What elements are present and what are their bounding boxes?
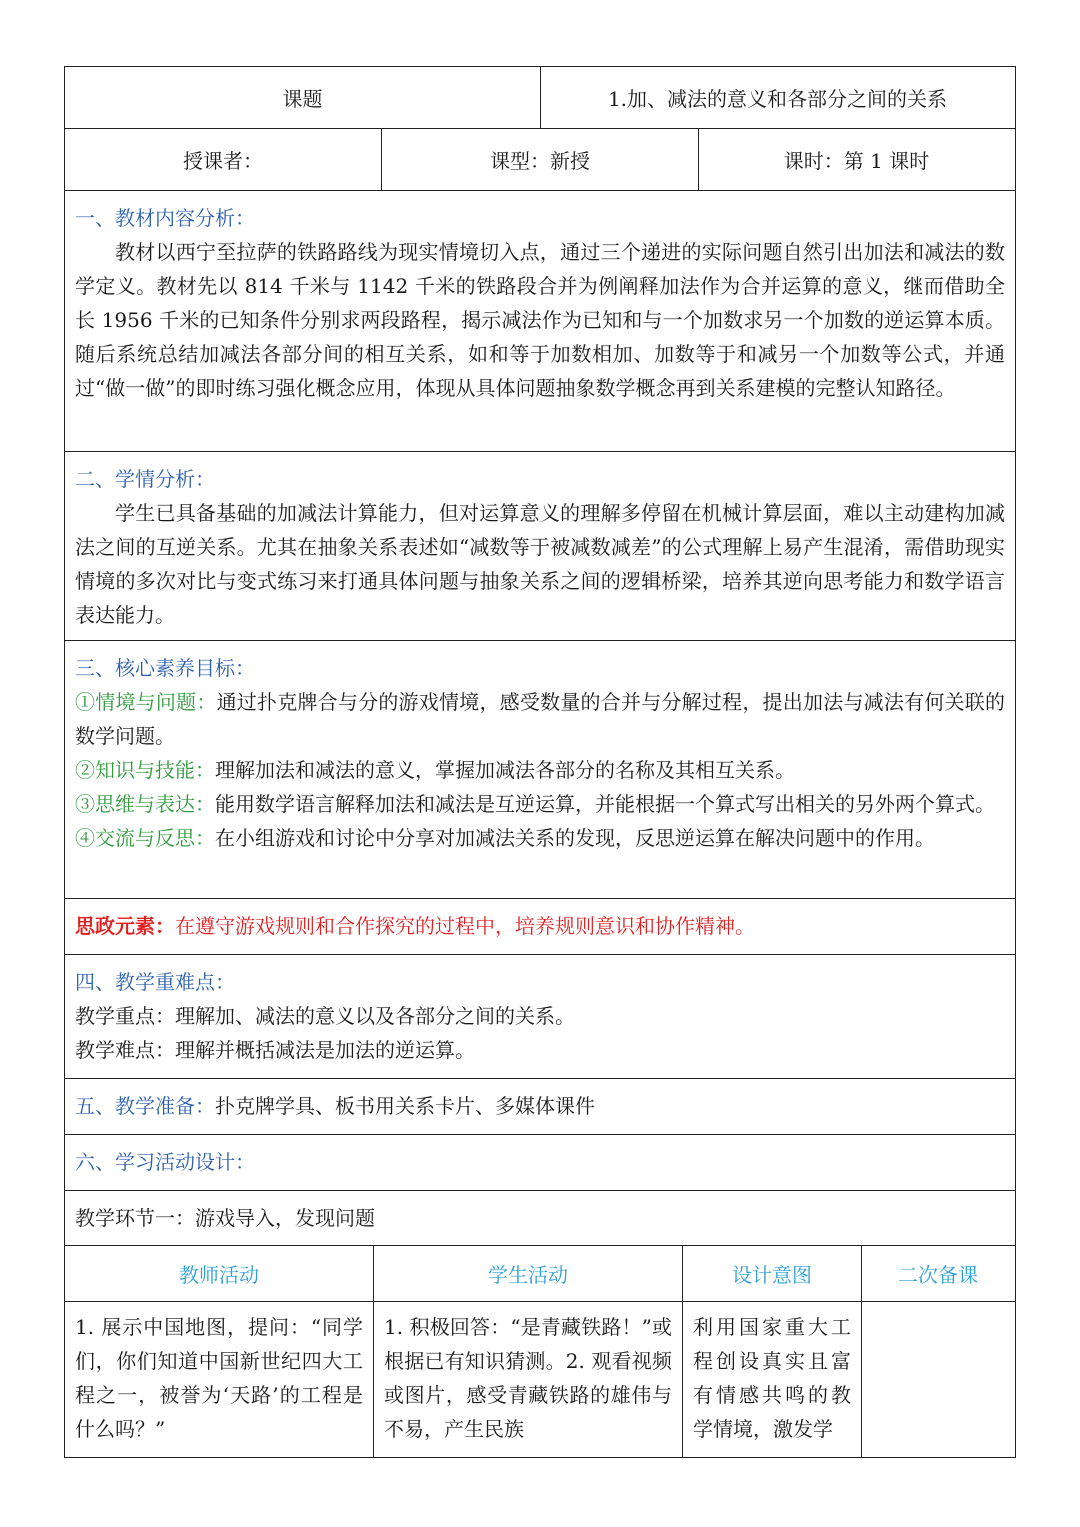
section1-heading: 一、教材内容分析： — [75, 206, 255, 230]
section5-text: 扑克牌学具、板书用关系卡片、多媒体课件 — [215, 1094, 595, 1118]
col-second-prep: 二次备课 — [861, 1246, 1014, 1301]
course-label: 课题 — [282, 87, 323, 111]
ideology-text: 在遵守游戏规则和合作探究的过程中，培养规则意识和协作精神。 — [175, 914, 755, 938]
section5-heading: 五、教学准备： — [75, 1094, 215, 1118]
section3-heading: 三、核心素养目标： — [75, 656, 255, 680]
section-student-analysis — [64, 452, 1016, 641]
goal-label: ②知识与技能： — [75, 758, 215, 782]
section-activity-design — [64, 1135, 1016, 1191]
section-preparation — [64, 1079, 1016, 1135]
goal-item — [75, 685, 1005, 753]
section4-heading: 四、教学重难点： — [75, 970, 235, 994]
section-core-goals — [64, 641, 1016, 899]
course-title: 1.加、减法的意义和各部分之间的关系 — [540, 67, 1014, 128]
goal-item — [75, 753, 1005, 787]
section1-body: 教材以西宁至拉萨的铁路路线为现实情境切入点，通过三个递进的实际问题自然引出加法和减法的数学定义。教材先以 814 千米与 1142 千米的铁路段合并为例阐释加法作为合并运算的意义，继而借助全长 1956 千米的已知条件分别求两段路程，揭示减法作为已知和与一个加数求另一个加数的逆运算本质。随后系统总结加减法各部分间的相互关系，如和等于加数相加、加数等于和减另一个加数等公式，并通过“做一做”的即时练习强化概念应用，体现从具体问题抽象数学概念再到关系建模的完整认知路径。 — [75, 240, 1005, 400]
activity-table-header — [64, 1246, 1016, 1302]
goal-label: ①情境与问题： — [75, 690, 217, 714]
goal-text: 能用数学语言解释加法和减法是互逆运算，并能根据一个算式写出相关的另外两个算式。 — [215, 792, 995, 816]
teacher-label: 授课者： — [183, 149, 263, 173]
goal-label: ③思维与表达： — [75, 792, 215, 816]
goal-item — [75, 821, 1005, 855]
stage-title-row — [64, 1191, 1016, 1246]
lesson-plan-document — [64, 66, 1016, 1458]
goal-text: 通过扑克牌合与分的游戏情境，感受数量的合并与分解过程，提出加法与减法有何关联的数学问题。 — [75, 690, 1006, 748]
activity-table-row — [64, 1302, 1016, 1458]
difficulty-point: 教学难点：理解并概括减法是加法的逆运算。 — [75, 1038, 475, 1062]
ideology-label: 思政元素： — [75, 914, 175, 938]
student-activity-cell: 1. 积极回答：“是青藏铁路！”或根据已有知识猜测。2. 观看视频或图片，感受青藏铁路的雄伟与不易，产生民族 — [373, 1302, 682, 1457]
section2-body: 学生已具备基础的加减法计算能力，但对运算意义的理解多停留在机械计算层面，难以主动建构加减法之间的互逆关系。尤其在抽象关系表述如“减数等于被减数减差”的公式理解上易产生混淆，需借助现实情境的多次对比与变式练习来打通具体问题与抽象关系之间的逻辑桥梁，培养其逆向思考能力和数学语言表达能力。 — [75, 501, 1005, 627]
section6-heading: 六、学习活动设计： — [75, 1150, 255, 1174]
section-key-points — [64, 955, 1016, 1079]
stage1-title: 教学环节一：游戏导入，发现问题 — [75, 1206, 375, 1230]
key-point: 教学重点：理解加、减法的意义以及各部分之间的关系。 — [75, 1004, 575, 1028]
goal-text: 理解加法和减法的意义，掌握加减法各部分的名称及其相互关系。 — [215, 758, 795, 782]
goal-text: 在小组游戏和讨论中分享对加减法关系的发现，反思逆运算在解决问题中的作用。 — [215, 826, 935, 850]
col-teacher-activity: 教师活动 — [179, 1263, 259, 1287]
teacher-activity-cell: 1. 展示中国地图，提问：“同学们，你们知道中国新世纪四大工程之一，被誉为‘天路’的工程是什么吗？” — [75, 1315, 363, 1441]
course-row — [64, 66, 1016, 129]
col-student-activity: 学生活动 — [373, 1246, 682, 1301]
goal-item — [75, 787, 1005, 821]
second-prep-cell — [861, 1302, 1014, 1457]
goal-label: ④交流与反思： — [75, 826, 215, 850]
col-design-intent: 设计意图 — [682, 1246, 861, 1301]
section-ideology — [64, 899, 1016, 955]
lesson-period: 课时：第 1 课时 — [698, 129, 1014, 190]
meta-row — [64, 129, 1016, 191]
lesson-type: 课型：新授 — [381, 129, 698, 190]
design-intent-cell: 利用国家重大工程创设真实且富有情感共鸣的教学情境，激发学 — [682, 1302, 861, 1457]
section2-heading: 二、学情分析： — [75, 467, 215, 491]
section-textbook-analysis — [64, 191, 1016, 452]
